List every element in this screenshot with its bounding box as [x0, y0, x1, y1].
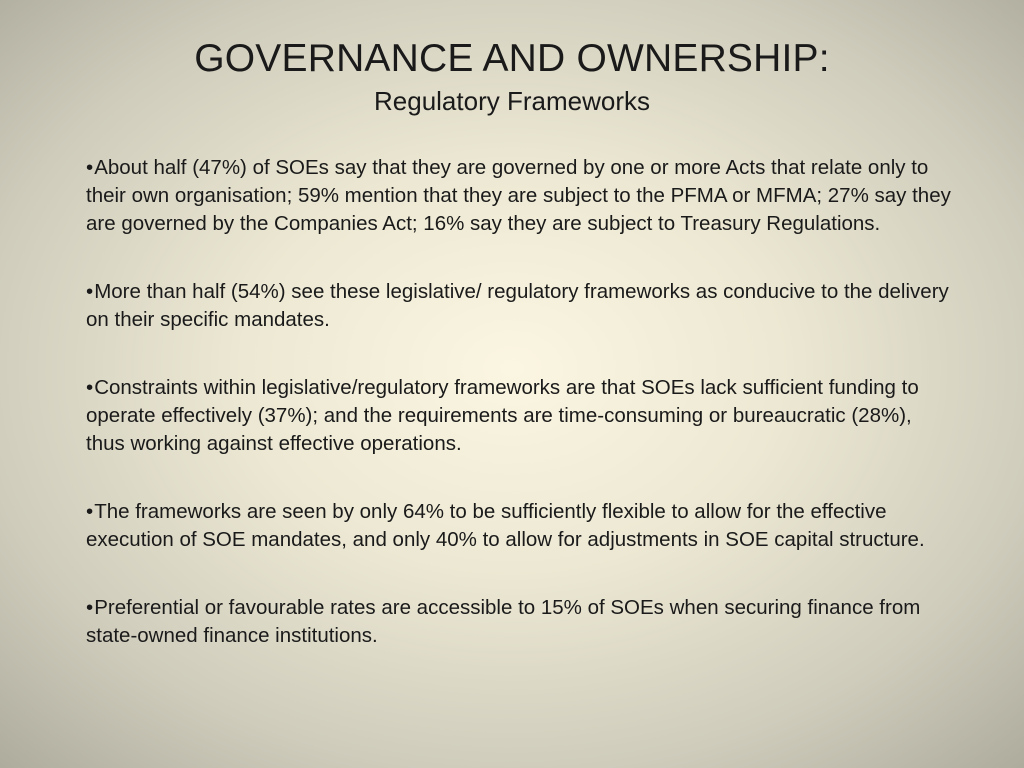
slide-subtitle: Regulatory Frameworks: [374, 86, 650, 116]
bullet-item: [86, 498, 956, 554]
bullet-item: [86, 374, 956, 458]
bullet-item: [86, 594, 956, 650]
bullet-marker: •: [86, 376, 94, 399]
bullet-marker: •: [86, 280, 94, 303]
bullet-text: More than half (54%) see these legislative/ regulatory frameworks as conducive to the delivery on their specific mandates.: [86, 280, 949, 331]
bullet-text: Preferential or favourable rates are accessible to 15% of SOEs when securing finance from state-owned finance institutions.: [86, 596, 921, 647]
bullet-text: Constraints within legislative/regulatory frameworks are that SOEs lack sufficient funding to operate effectively (37%); and the requirements are time-consuming or bureaucratic (28%), thus working against effective operations.: [86, 376, 919, 455]
bullet-item: [86, 154, 956, 238]
bullet-text: About half (47%) of SOEs say that they are governed by one or more Acts that relate only to their own organisation; 59% mention that they are subject to the PFMA or MFMA; 27% say they are governed by the Companies Act; 16% say they are subject to Treasury Regulations.: [86, 156, 951, 235]
bullet-marker: •: [86, 500, 94, 523]
bullet-marker: •: [86, 596, 94, 619]
bullet-marker: •: [86, 156, 94, 179]
bullet-list: [86, 154, 956, 690]
slide-title: GOVERNANCE AND OWNERSHIP:: [194, 37, 830, 80]
bullet-item: [86, 278, 956, 334]
title-block: [0, 34, 1024, 118]
bullet-text: The frameworks are seen by only 64% to be sufficiently flexible to allow for the effective execution of SOE mandates, and only 40% to allow for adjustments in SOE capital structure.: [86, 500, 925, 551]
